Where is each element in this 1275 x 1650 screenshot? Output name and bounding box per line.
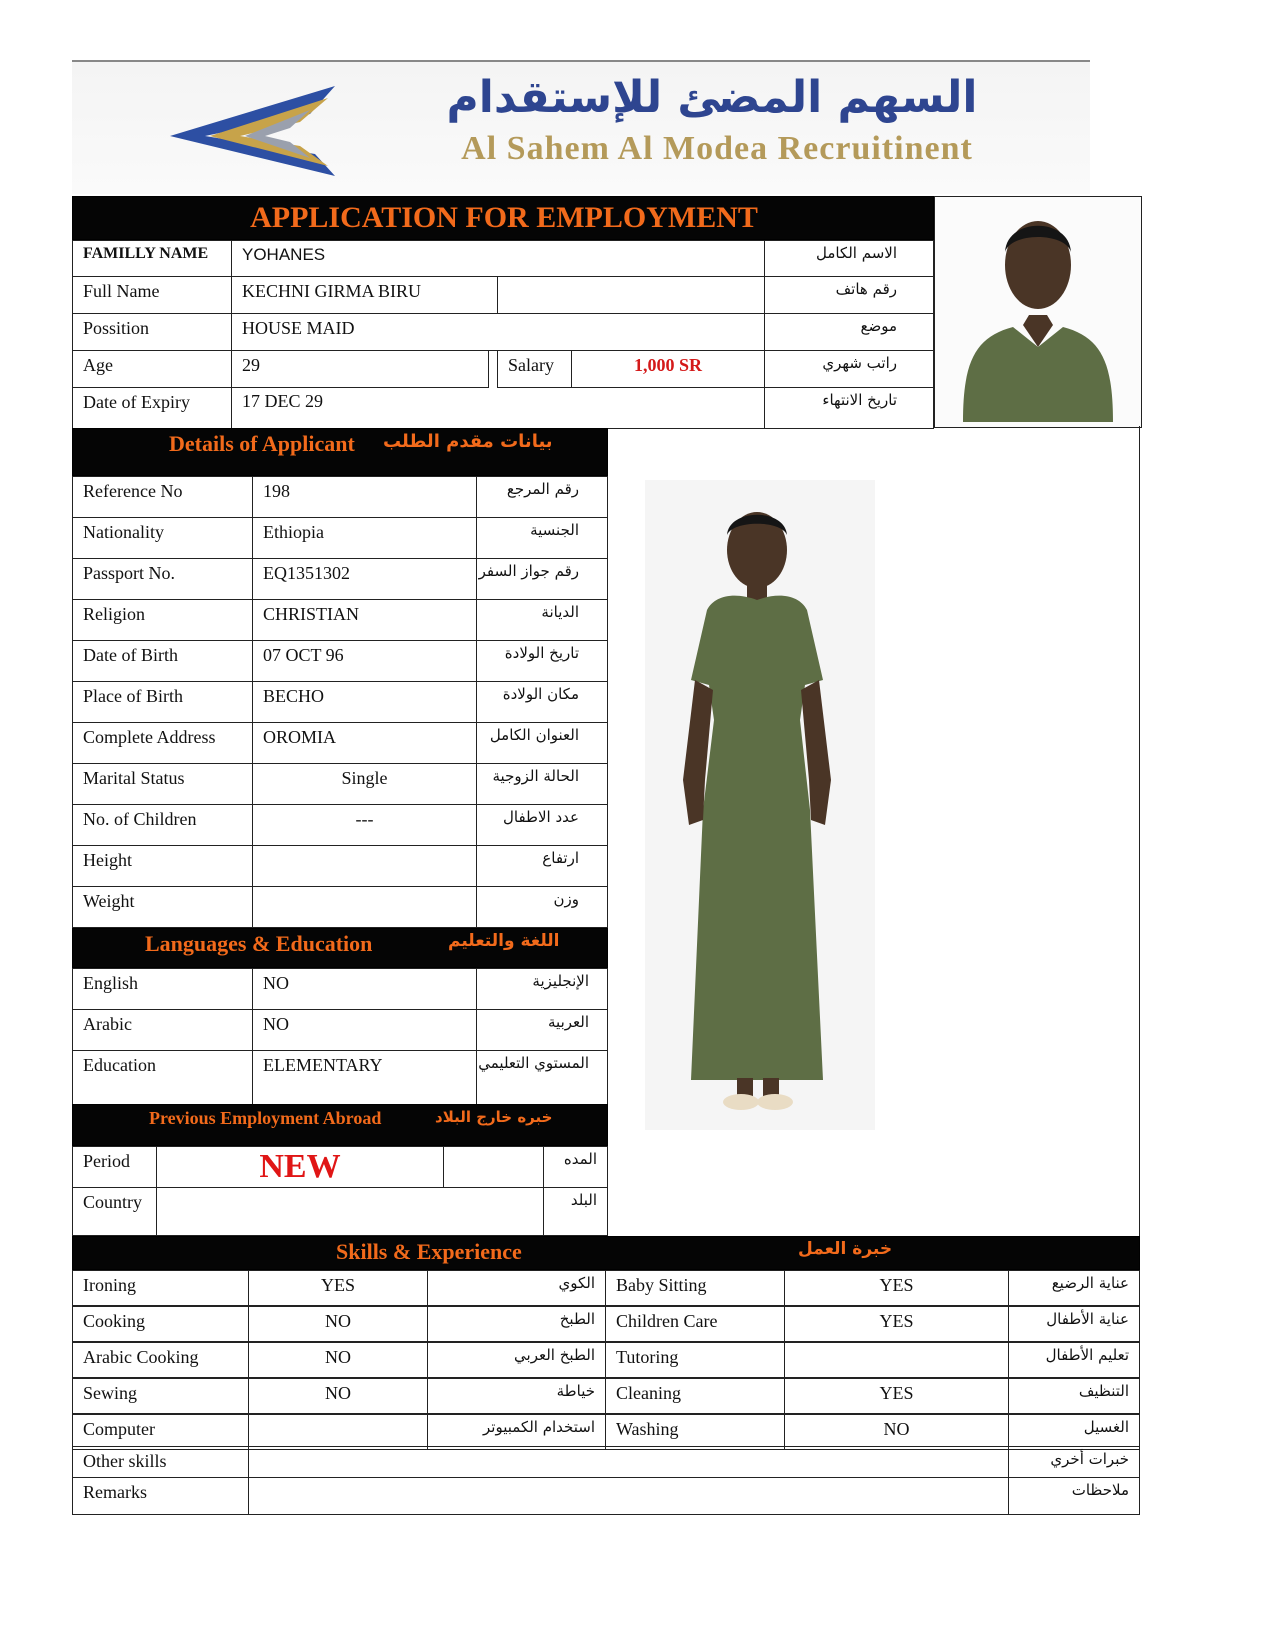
details-value: Ethiopia xyxy=(252,517,477,559)
previous-title-bar xyxy=(72,1104,608,1146)
position-value: HOUSE MAID xyxy=(231,313,765,351)
skill-right-value: YES xyxy=(784,1306,1009,1342)
languages-value: NO xyxy=(252,968,477,1010)
details-label: Weight xyxy=(72,886,253,928)
skill-left-label-ar: استخدام الكمبيوتر xyxy=(427,1414,606,1450)
details-value: 198 xyxy=(252,476,477,518)
languages-title-ar: اللغة والتعليم xyxy=(448,931,560,951)
details-value: BECHO xyxy=(252,681,477,723)
details-label: Marital Status xyxy=(72,763,253,805)
details-value: Single xyxy=(252,763,477,805)
details-label-ar: الجنسية xyxy=(476,517,608,559)
details-label: Date of Birth xyxy=(72,640,253,682)
age-label: Age xyxy=(72,350,232,388)
position-label: Possition xyxy=(72,313,232,351)
logo-arabic-text: السهم المضئ للإستقدام xyxy=(446,72,978,123)
details-value: CHRISTIAN xyxy=(252,599,477,641)
applicant-headshot xyxy=(934,196,1142,428)
skill-left-value: NO xyxy=(248,1306,428,1342)
details-label-ar: وزن xyxy=(476,886,608,928)
languages-value: NO xyxy=(252,1009,477,1051)
application-title: APPLICATION FOR EMPLOYMENT xyxy=(250,201,758,234)
details-title-en: Details of Applicant xyxy=(169,431,355,456)
salary-label-ar: راتب شهري xyxy=(764,350,934,388)
languages-label-ar: العربية xyxy=(476,1009,608,1051)
skill-right-label-ar: عناية الأطفال xyxy=(1008,1306,1140,1342)
languages-label-ar: المستوي التعليمي xyxy=(476,1050,608,1105)
languages-title-en: Languages & Education xyxy=(145,931,373,956)
skill-left-value: NO xyxy=(248,1342,428,1378)
remarks-value xyxy=(248,1477,1009,1515)
skill-right-label: Washing xyxy=(605,1414,785,1450)
details-label-ar: ارتفاع xyxy=(476,845,608,887)
period-label: Period xyxy=(72,1146,157,1188)
skill-right-label: Children Care xyxy=(605,1306,785,1342)
family-name-label: FAMILLY NAME xyxy=(72,240,232,277)
details-value: OROMIA xyxy=(252,722,477,764)
full-name-value: KECHNI GIRMA BIRU xyxy=(231,276,498,314)
details-label: No. of Children xyxy=(72,804,253,846)
languages-label: Education xyxy=(72,1050,253,1105)
skill-right-value xyxy=(784,1342,1009,1378)
skill-left-label-ar: الكوي xyxy=(427,1270,606,1306)
skill-left-label-ar: الطبخ العربي xyxy=(427,1342,606,1378)
skill-left-label: Sewing xyxy=(72,1378,249,1414)
skill-left-label: Arabic Cooking xyxy=(72,1342,249,1378)
details-label: Nationality xyxy=(72,517,253,559)
photo-frame-right xyxy=(1139,426,1140,1236)
details-label: Reference No xyxy=(72,476,253,518)
period-value xyxy=(443,1146,544,1188)
languages-label: English xyxy=(72,968,253,1010)
details-value xyxy=(252,845,477,887)
skill-left-value: YES xyxy=(248,1270,428,1306)
details-value xyxy=(252,886,477,928)
previous-title-ar: خبره خارج البلاد xyxy=(435,1108,553,1126)
skill-left-value: NO xyxy=(248,1378,428,1414)
skill-right-label: Baby Sitting xyxy=(605,1270,785,1306)
family-name-value: YOHANES xyxy=(231,240,765,277)
skill-right-label-ar: عناية الرضيع xyxy=(1008,1270,1140,1306)
other-skills-value xyxy=(248,1446,1009,1478)
details-label-ar: رقم جواز السفر xyxy=(476,558,608,600)
details-value: 07 OCT 96 xyxy=(252,640,477,682)
remarks-label-ar: ملاحظات xyxy=(1008,1477,1140,1515)
skill-left-label-ar: الطبخ xyxy=(427,1306,606,1342)
languages-label-ar: الإنجليزية xyxy=(476,968,608,1010)
other-skills-label-ar: خبرات أخري xyxy=(1008,1446,1140,1478)
details-label-ar: مكان الولادة xyxy=(476,681,608,723)
details-label: Place of Birth xyxy=(72,681,253,723)
details-value: --- xyxy=(252,804,477,846)
full-name-label: Full Name xyxy=(72,276,232,314)
application-title-bar xyxy=(72,196,934,240)
skill-left-label: Computer xyxy=(72,1414,249,1450)
skills-title-bar xyxy=(72,1236,1140,1270)
details-label-ar: الديانة xyxy=(476,599,608,641)
languages-value: ELEMENTARY xyxy=(252,1050,477,1105)
salary-label: Salary xyxy=(497,350,572,388)
skill-left-label: Cooking xyxy=(72,1306,249,1342)
family-name-label-ar: الاسم الكامل xyxy=(764,240,934,277)
details-label: Complete Address xyxy=(72,722,253,764)
details-title-bar xyxy=(72,428,608,476)
other-skills-label: Other skills xyxy=(72,1446,249,1478)
skill-right-value: NO xyxy=(784,1414,1009,1450)
country-value xyxy=(156,1187,544,1236)
skill-right-label-ar: الغسيل xyxy=(1008,1414,1140,1450)
arrow-logo-icon xyxy=(150,84,350,179)
skill-right-label: Tutoring xyxy=(605,1342,785,1378)
languages-label: Arabic xyxy=(72,1009,253,1051)
skill-left-label-ar: خياطة xyxy=(427,1378,606,1414)
details-value: EQ1351302 xyxy=(252,558,477,600)
skill-left-label: Ironing xyxy=(72,1270,249,1306)
details-label: Religion xyxy=(72,599,253,641)
details-label-ar: عدد الاطفال xyxy=(476,804,608,846)
details-label-ar: رقم المرجع xyxy=(476,476,608,518)
logo-banner xyxy=(72,60,1090,194)
age-value: 29 xyxy=(231,350,489,388)
skill-right-label: Cleaning xyxy=(605,1378,785,1414)
details-title-ar: بيانات مقدم الطلب xyxy=(383,431,553,452)
phone-label-ar: رقم هاتف xyxy=(764,276,934,314)
remarks-label: Remarks xyxy=(72,1477,249,1515)
previous-title-en: Previous Employment Abroad xyxy=(149,1108,382,1128)
details-label-ar: الحالة الزوجية xyxy=(476,763,608,805)
skill-right-label-ar: التنظيف xyxy=(1008,1378,1140,1414)
new-status: NEW xyxy=(156,1146,444,1188)
expiry-label-ar: تاريخ الانتهاء xyxy=(764,387,934,429)
details-label: Height xyxy=(72,845,253,887)
expiry-label: Date of Expiry xyxy=(72,387,232,429)
country-label: Country xyxy=(72,1187,157,1236)
skills-title-ar: خبرة العمل xyxy=(798,1239,893,1259)
skill-left-value xyxy=(248,1414,428,1450)
period-label-ar: المده xyxy=(543,1146,608,1188)
country-label-ar: البلد xyxy=(543,1187,608,1236)
expiry-value: 17 DEC 29 xyxy=(231,387,765,429)
skill-right-value: YES xyxy=(784,1270,1009,1306)
languages-title-bar xyxy=(72,928,608,968)
phone-value xyxy=(497,276,765,314)
applicant-full-photo xyxy=(645,480,875,1130)
skills-title-en: Skills & Experience xyxy=(336,1239,522,1264)
logo-english-text: Al Sahem Al Modea Recruitinent xyxy=(461,130,973,167)
details-label-ar: العنوان الكامل xyxy=(476,722,608,764)
skill-right-value: YES xyxy=(784,1378,1009,1414)
position-label-ar: موضع xyxy=(764,313,934,351)
details-label: Passport No. xyxy=(72,558,253,600)
details-label-ar: تاريخ الولادة xyxy=(476,640,608,682)
skill-right-label-ar: تعليم الأطفال xyxy=(1008,1342,1140,1378)
salary-value: 1,000 SR xyxy=(571,350,765,388)
